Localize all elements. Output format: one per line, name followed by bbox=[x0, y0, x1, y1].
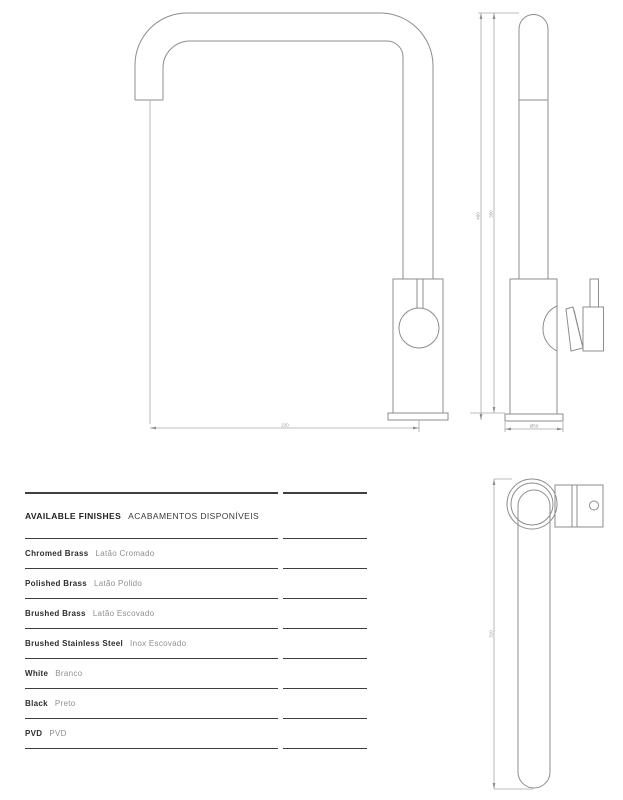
reach-dimension-label: 220 bbox=[281, 422, 289, 428]
dim-arrow bbox=[557, 428, 563, 431]
divider bbox=[25, 658, 367, 660]
height-dimension-label-inner: 350 bbox=[488, 210, 494, 218]
finish-name-pt: Branco bbox=[55, 668, 83, 678]
finish-name-pt: Latão Polido bbox=[94, 578, 143, 588]
finish-name-pt: Latão Cromado bbox=[95, 548, 155, 558]
faucet-side-view bbox=[470, 13, 604, 432]
divider bbox=[25, 568, 367, 570]
finishes-table bbox=[25, 492, 367, 749]
divider bbox=[25, 538, 367, 540]
faucet-body bbox=[393, 279, 443, 413]
finish-name-en: Brushed Brass bbox=[25, 608, 86, 618]
spout-capsule bbox=[519, 15, 548, 280]
height-dimension-label-outer: 400 bbox=[475, 212, 481, 220]
handle-bulge bbox=[543, 306, 557, 351]
divider bbox=[25, 718, 367, 720]
finishes-header bbox=[25, 494, 367, 538]
dim-arrow bbox=[480, 414, 483, 420]
handle-top-joint-lines bbox=[572, 485, 577, 527]
divider bbox=[25, 688, 367, 690]
finish-name-en: Chromed Brass bbox=[25, 548, 89, 558]
finish-row-black bbox=[25, 689, 367, 718]
finish-row-polished-brass bbox=[25, 569, 367, 598]
handle-lever-cylinder bbox=[590, 279, 599, 307]
finish-name-pt: Inox Escovado bbox=[130, 638, 187, 648]
finish-name-en: White bbox=[25, 668, 49, 678]
dim-arrow bbox=[413, 427, 419, 430]
finish-row-pvd bbox=[25, 719, 367, 748]
base-flange bbox=[388, 413, 448, 420]
handle-cone-edge bbox=[574, 310, 582, 344]
finish-row-brushed-brass bbox=[25, 599, 367, 628]
spout-outer-contour bbox=[135, 13, 433, 279]
dim-arrow bbox=[150, 427, 156, 430]
finish-row-chromed-brass bbox=[25, 539, 367, 568]
finish-name-en: Brushed Stainless Steel bbox=[25, 638, 124, 648]
dim-arrow bbox=[493, 407, 496, 413]
dim-arrow bbox=[493, 783, 496, 789]
finish-row-white bbox=[25, 659, 367, 688]
dim-arrow bbox=[480, 13, 483, 19]
body-inner-circle bbox=[511, 483, 553, 525]
depth-dimension-label: 310 bbox=[488, 630, 494, 638]
spout-inner-contour bbox=[163, 41, 403, 279]
dim-arrow bbox=[493, 13, 496, 19]
finish-name-pt: Latão Escovado bbox=[92, 608, 155, 618]
finishes-header-pt: ACABAMENTOS DISPONÍVEIS bbox=[128, 510, 260, 521]
divider bbox=[25, 628, 367, 630]
finish-name-pt: Preto bbox=[54, 698, 76, 708]
handle-top-rect bbox=[555, 485, 603, 527]
dim-arrow bbox=[505, 428, 511, 431]
spout-top-capsule bbox=[518, 490, 550, 788]
divider bbox=[25, 598, 367, 600]
finish-name-en: Polished Brass bbox=[25, 578, 88, 588]
finishes-header-en: AVAILABLE FINISHES bbox=[25, 510, 122, 521]
handle-joint-circle bbox=[399, 308, 439, 348]
dim-arrow bbox=[493, 479, 496, 485]
base-flange-side bbox=[505, 414, 563, 421]
base-dimension-label: Ø50 bbox=[529, 423, 539, 429]
cartridge-lines bbox=[417, 279, 423, 308]
finish-row-brushed-stainless-steel bbox=[25, 629, 367, 658]
divider bbox=[25, 748, 367, 750]
handle-screw-hole bbox=[590, 501, 599, 510]
handle-cartridge-housing bbox=[583, 307, 604, 351]
finish-name-pt: PVD bbox=[49, 728, 67, 738]
finish-name-en: PVD bbox=[25, 728, 43, 738]
faucet-top-view bbox=[489, 479, 604, 789]
finish-name-en: Black bbox=[25, 698, 48, 708]
divider bbox=[25, 492, 367, 494]
faucet-front-view bbox=[135, 13, 448, 432]
